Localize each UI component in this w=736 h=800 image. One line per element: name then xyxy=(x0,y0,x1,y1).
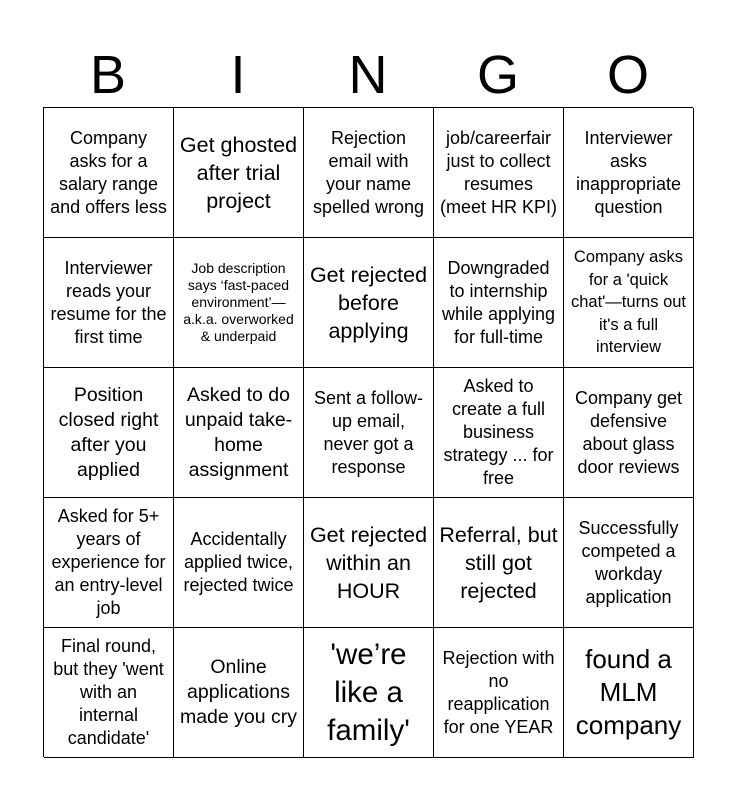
bingo-cell-r1c4[interactable] xyxy=(434,108,564,238)
cell-text: Online applications made you cry xyxy=(179,656,298,728)
bingo-cell-r5c2[interactable] xyxy=(174,628,304,758)
bingo-cell-r2c1[interactable] xyxy=(44,238,174,368)
cell-text: Downgraded to internship while applying for full-time xyxy=(441,257,556,347)
bingo-cell-r3c2[interactable] xyxy=(174,368,304,498)
bingo-cell-r4c3[interactable] xyxy=(304,498,434,628)
bingo-cell-r4c4[interactable] xyxy=(434,498,564,628)
bingo-cell-r1c5[interactable] xyxy=(564,108,694,238)
bingo-grid xyxy=(43,107,693,757)
bingo-cell-r5c5[interactable] xyxy=(564,628,694,758)
bingo-cell-r4c5[interactable] xyxy=(564,498,694,628)
bingo-cell-r3c4[interactable] xyxy=(434,368,564,498)
cell-text: Get rejected within an HOUR xyxy=(309,522,428,603)
bingo-header xyxy=(43,44,693,106)
header-letter-n: N xyxy=(348,45,388,105)
cell-text: Rejection with no reapplication for one YEAR xyxy=(442,647,555,737)
cell-text: 'we’re like a family' xyxy=(327,637,410,747)
cell-text: Asked for 5+ years of experience for an entry-level job xyxy=(51,506,166,618)
bingo-cell-r5c4[interactable] xyxy=(434,628,564,758)
header-letter-o: O xyxy=(606,45,649,105)
bingo-cell-r1c1[interactable] xyxy=(44,108,174,238)
cell-text: Accidentally applied twice, rejected twice xyxy=(183,529,294,595)
cell-text: Rejection email with your name spelled wrong xyxy=(312,127,425,217)
cell-text: Company get defensive about glass door reviews xyxy=(574,387,683,477)
cell-text: Successfully competed a workday application xyxy=(578,517,679,607)
cell-text: job/careerfair just to collect resumes (meet HR KPI) xyxy=(439,127,558,217)
cell-text: Final round, but they 'went with an internal candidate' xyxy=(53,636,164,748)
bingo-cell-r1c3[interactable] xyxy=(304,108,434,238)
bingo-cell-r3c1[interactable] xyxy=(44,368,174,498)
bingo-cell-r2c2[interactable] xyxy=(174,238,304,368)
cell-text: Company asks for a salary range and offers less xyxy=(50,127,167,217)
bingo-cell-r5c1[interactable] xyxy=(44,628,174,758)
cell-text: found a MLM company xyxy=(575,644,682,740)
cell-text: Referral, but still got rejected xyxy=(439,522,558,603)
cell-text: Interviewer asks inappropriate question xyxy=(575,127,682,217)
cell-text: Get rejected before applying xyxy=(309,262,428,343)
cell-text: Interviewer reads your resume for the first time xyxy=(50,257,167,347)
header-letter-b: B xyxy=(89,45,127,105)
bingo-cell-r2c3[interactable] xyxy=(304,238,434,368)
bingo-cell-r2c4[interactable] xyxy=(434,238,564,368)
bingo-cell-r4c1[interactable] xyxy=(44,498,174,628)
cell-text: Get ghosted after trial project xyxy=(179,132,298,213)
header-letter-i: I xyxy=(230,45,246,105)
cell-text: Position closed right after you applied xyxy=(58,383,159,481)
cell-text: Asked to do unpaid take-home assignment xyxy=(184,383,293,481)
bingo-cell-r3c3[interactable] xyxy=(304,368,434,498)
bingo-cell-r1c2[interactable] xyxy=(174,108,304,238)
cell-text: Asked to create a full business strategy ... for free xyxy=(443,376,554,488)
bingo-cell-r5c3[interactable] xyxy=(304,628,434,758)
cell-text: Company asks for a 'quick chat'—turns out it's a full interview xyxy=(570,248,687,357)
bingo-cell-r3c5[interactable] xyxy=(564,368,694,498)
bingo-cell-r4c2[interactable] xyxy=(174,498,304,628)
bingo-cell-r2c5[interactable] xyxy=(564,238,694,368)
header-letter-g: G xyxy=(476,45,519,105)
cell-text: Sent a follow-up email, never got a response xyxy=(313,387,424,477)
cell-text: Job description says ‘fast-paced environment’—a.k.a. overworked & underpaid xyxy=(183,260,294,344)
